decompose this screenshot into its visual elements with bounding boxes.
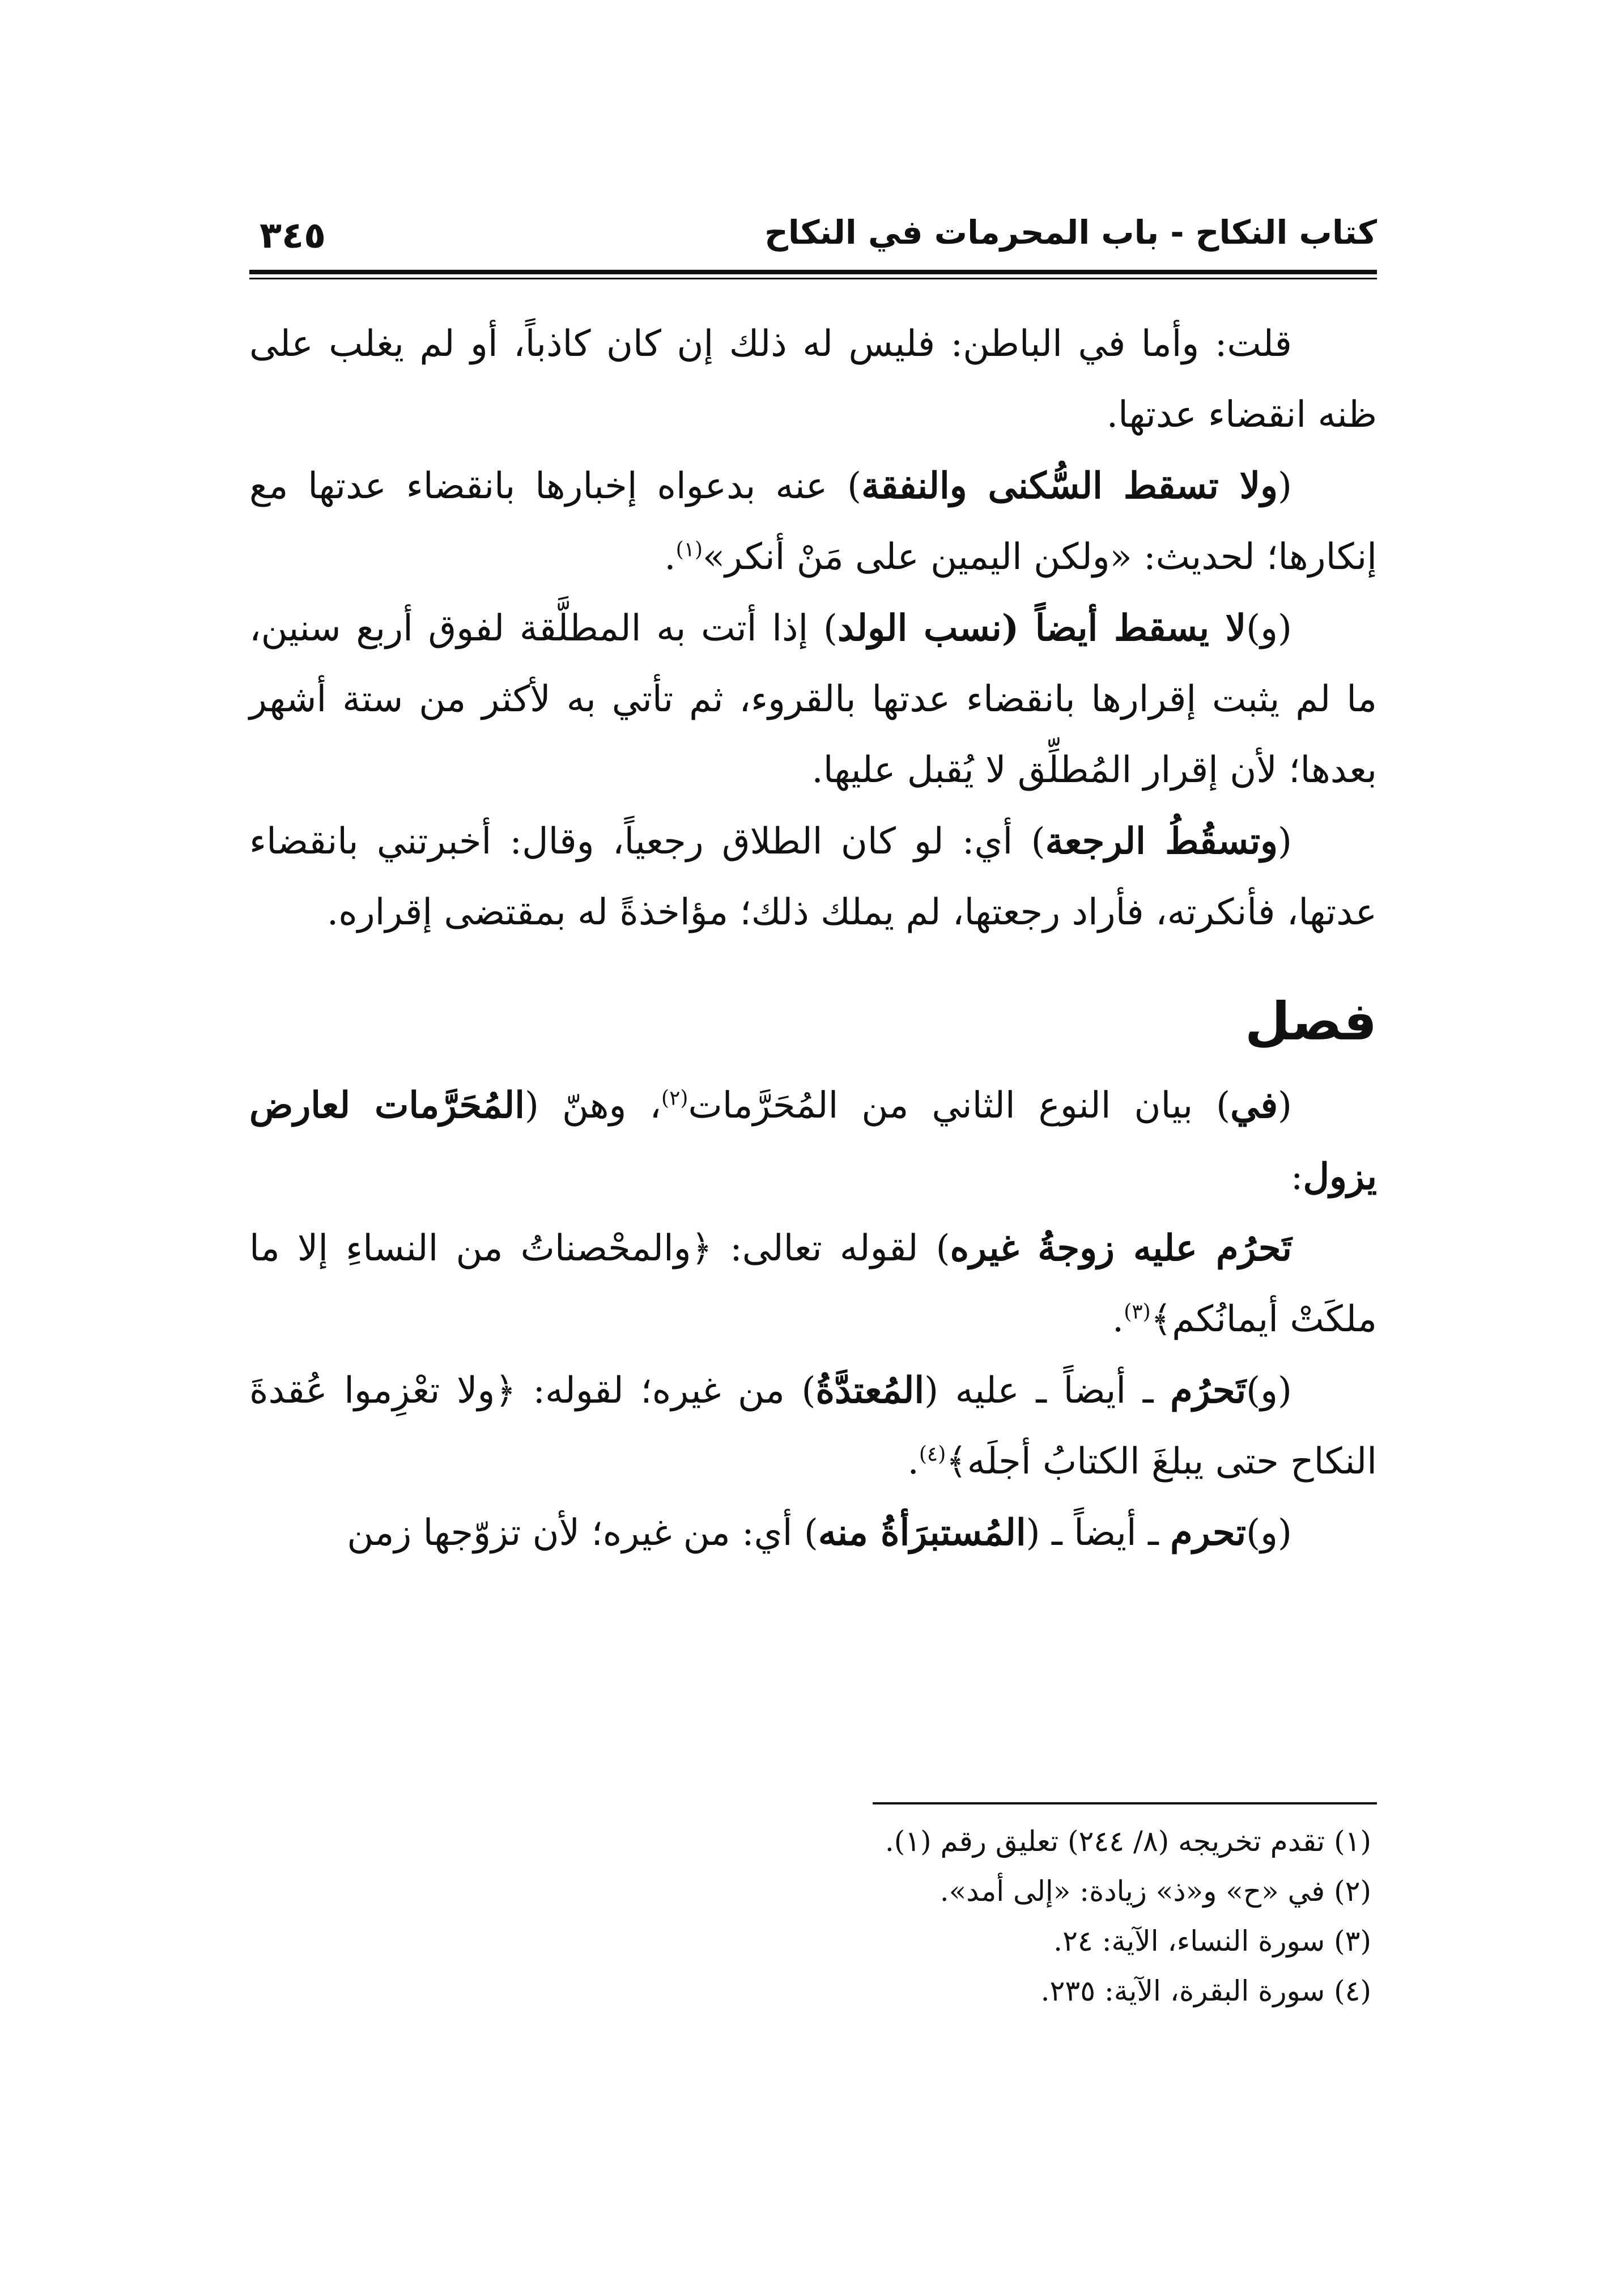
commentary-text: ) أي: لو كان الطلاق رجعياً، وقال: أخبرتني بانقضاء عدتها، فأنكرته، فأراد رجعتها، لم يملك ذلك؛ مؤاخذةً له بمقتضى إقراره. [249,821,1377,933]
paren: ( [1278,465,1292,507]
footnote-marker: (٣) [1124,1300,1151,1324]
matn-text: في [1230,1084,1278,1127]
paragraph [249,451,1377,593]
paragraph-text: قلت: وأما في الباطن: فليس له ذلك إن كان كاذباً، أو لم يغلب على ظنه انقضاء عدتها. [249,323,1377,436]
commentary-text: ـ أيضاً ـ عليه ( [924,1370,1171,1412]
footnote-marker: (١) [675,538,703,562]
commentary-text: ) إذا أتت به المطلَّقة لفوق أربع سنين، ما لم يثبت إقرارها بانقضاء عدتها بالقروء، ثم تأتي به لأكثر من ستة أشهر بعدها؛ لأن إقرار المُطلِّق لا يُقبل عليها. [249,608,1377,791]
commentary-text: ) بيان النوع الثاني من المُحَرَّمات [688,1085,1231,1127]
commentary-text: ) عنه بدعواه إخبارها بانقضاء عدتها مع إنكارها؛ لحديث: «ولكن اليمين على مَنْ أنكر» [249,465,1377,578]
running-title: كتاب النكاح - باب المحرمات في النكاح [764,213,1377,252]
paragraph [249,1213,1377,1355]
commentary-text: ـ أيضاً ـ ( [1026,1512,1171,1554]
matn-text: المُستبرَأةُ منه [818,1511,1026,1554]
header-rule-thin [249,278,1377,279]
section-heading: فصل [1244,991,1377,1052]
paren: (و) [1246,1370,1293,1412]
footnote: (٣) سورة النساء، الآية: ٢٤. [1053,1925,1371,1957]
footnote: (١) تقدم تخريجه (٨/ ٢٤٤) تعليق رقم (١). [885,1825,1371,1858]
matn-text: تَحرُم [1170,1369,1247,1412]
punctuation: . [907,1441,919,1483]
paren: ( [1278,821,1293,863]
main-text [249,309,1377,1569]
matn-text: تحرم [1170,1511,1247,1554]
matn-text: المُعتدَّةُ [815,1369,925,1412]
punctuation: . [1112,1298,1124,1340]
footnote-separator [873,1802,1377,1804]
paragraph [249,593,1377,806]
footnote-marker: (٤) [919,1442,946,1466]
paragraph [249,1070,1377,1213]
footnote-marker: (٢) [661,1086,688,1110]
paren: ( [1278,1085,1292,1127]
matn-text: لا يسقط أيضاً (نسب الولد [837,607,1247,649]
matn-text: تَحرُم عليه زوجةُ غيره [950,1227,1293,1269]
page-number: ٣٤٥ [260,215,326,257]
commentary-text: ) من غيره؛ لقوله: ﴿ولا تعْزِموا عُقدةَ النكاح حتى يبلغَ الكتابُ أجلَه﴾ [249,1370,1377,1483]
paren: (و) [1246,1512,1292,1554]
header-rule [249,270,1377,274]
footnote: (٤) سورة البقرة، الآية: ٢٣٥. [1040,1974,1371,2007]
footnotes [249,1816,1377,2016]
paragraph [249,309,1377,451]
punctuation: : [1290,1156,1303,1198]
matn-text: المُحَرَّمات لعارض يزول [249,1084,1377,1198]
footnote: (٢) في «ح» و«ذ» زيادة: «إلى أمد». [939,1875,1371,1908]
commentary-text: ) أي: من غيره؛ لأن تزوّجها زمن [347,1512,818,1554]
matn-text: ولا تسقط السُّكنى والنفقة [861,465,1278,507]
paragraph [249,1497,1377,1569]
paragraph [249,806,1377,948]
punctuation: . [664,536,676,578]
commentary-text: ، وهنّ ( [525,1085,662,1127]
matn-text: وتسقُطُ الرجعة [1045,820,1278,863]
commentary-text: ) لقوله تعالى: ﴿والمحْصناتُ من النساءِ إلا ما ملكَتْ أيمانُكم﴾ [249,1228,1377,1340]
page-header [249,204,1377,272]
paren: (و) [1246,608,1293,649]
paragraph [249,1355,1377,1497]
